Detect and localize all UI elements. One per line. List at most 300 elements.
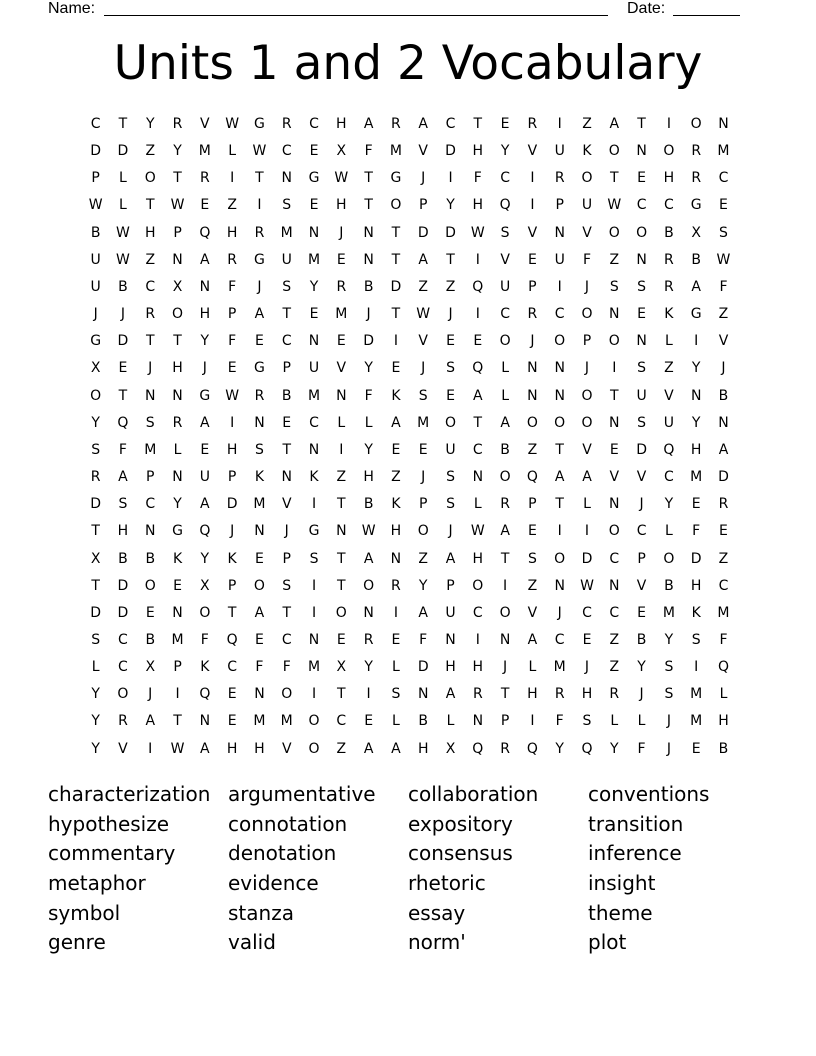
grid-letter: E <box>145 604 155 621</box>
grid-letter: L <box>719 686 728 703</box>
grid-letter: S <box>637 414 647 431</box>
grid-letter: A <box>582 469 592 486</box>
grid-letter: A <box>718 441 729 458</box>
grid-letter: F <box>364 387 373 404</box>
grid-letter: T <box>364 170 373 187</box>
grid-letter: J <box>530 333 535 350</box>
grid-letter: B <box>718 740 729 757</box>
grid-letter: P <box>146 469 155 486</box>
grid-letter: N <box>554 387 565 404</box>
grid-letter: G <box>390 170 402 187</box>
grid-letter: C <box>663 469 674 486</box>
grid-letter: E <box>691 740 701 757</box>
grid-letter: P <box>582 333 592 350</box>
grid-letter: E <box>527 523 537 540</box>
grid-letter: E <box>500 116 510 132</box>
grid-letter: K <box>391 387 401 404</box>
grid-letter: G <box>308 523 320 540</box>
grid-letter: T <box>173 333 182 350</box>
grid-letter: I <box>475 631 480 648</box>
word-list-item: genre <box>48 930 106 955</box>
grid-letter: A <box>200 740 210 757</box>
grid-letter: X <box>200 577 210 594</box>
grid-letter: B <box>500 441 510 458</box>
grid-letter: C <box>582 604 592 621</box>
grid-letter: P <box>528 496 537 513</box>
grid-letter: Y <box>500 143 510 160</box>
grid-letter: L <box>528 659 537 676</box>
word-list-item: valid <box>228 930 276 955</box>
grid-letter: M <box>717 143 730 160</box>
grid-letter: F <box>637 740 646 757</box>
grid-letter: B <box>363 496 374 513</box>
grid-letter: H <box>254 740 265 757</box>
word-list-item: stanza <box>228 900 294 925</box>
grid-letter: Z <box>609 631 620 648</box>
grid-letter: R <box>691 143 702 160</box>
grid-letter: P <box>91 170 100 187</box>
grid-letter: R <box>254 224 265 241</box>
grid-letter: O <box>144 577 156 594</box>
grid-letter: I <box>530 197 535 214</box>
grid-letter: Y <box>364 360 373 377</box>
grid-letter: T <box>337 686 346 703</box>
grid-letter: G <box>254 116 265 132</box>
grid-letter: O <box>581 387 593 404</box>
grid-letter: T <box>118 116 128 132</box>
word-list-item: metaphor <box>48 871 146 896</box>
grid-letter: J <box>421 170 426 187</box>
grid-letter: A <box>200 251 210 268</box>
grid-letter: J <box>120 306 126 323</box>
grid-letter: Y <box>200 333 210 350</box>
grid-letter: U <box>445 441 456 458</box>
grid-letter: O <box>308 713 320 730</box>
grid-letter: Y <box>91 713 100 730</box>
grid-letter: M <box>662 604 675 621</box>
grid-letter: O <box>417 523 429 540</box>
grid-letter: N <box>254 414 265 431</box>
grid-letter: R <box>691 170 702 187</box>
grid-letter: D <box>117 143 129 160</box>
grid-letter: E <box>364 713 374 730</box>
grid-letter: J <box>448 523 453 540</box>
grid-letter: E <box>637 170 647 187</box>
grid-letter: S <box>637 278 647 295</box>
grid-letter: R <box>527 306 538 323</box>
grid-letter: K <box>254 469 265 486</box>
grid-letter: R <box>90 469 101 486</box>
grid-letter: M <box>690 713 703 730</box>
grid-letter: W <box>580 577 594 594</box>
grid-letter: N <box>199 278 211 295</box>
name-label: Name: <box>48 0 96 17</box>
grid-letter: Y <box>691 360 701 377</box>
grid-letter: D <box>117 577 129 594</box>
grid-letter: B <box>636 631 647 648</box>
grid-letter: O <box>253 577 265 594</box>
grid-letter: M <box>253 496 266 513</box>
grid-letter: B <box>118 550 128 567</box>
grid-letter: J <box>93 306 98 323</box>
grid-letter: T <box>473 116 483 132</box>
grid-letter: T <box>500 550 510 567</box>
grid-letter: I <box>694 659 699 676</box>
header <box>48 0 748 20</box>
grid-letter: L <box>473 496 482 513</box>
word-list-item: insight <box>588 871 656 896</box>
grid-letter: Z <box>336 469 347 486</box>
grid-letter: M <box>307 659 321 676</box>
grid-letter: I <box>475 251 480 268</box>
grid-letter: K <box>227 550 237 567</box>
grid-letter: O <box>90 387 102 404</box>
word-list-item: evidence <box>228 871 319 896</box>
grid-letter: V <box>200 116 210 132</box>
grid-letter: L <box>392 713 400 730</box>
grid-letter: C <box>309 414 319 431</box>
grid-letter: O <box>581 414 593 431</box>
grid-letter: P <box>173 659 182 676</box>
date-label: Date: <box>627 0 666 17</box>
grid-letter: K <box>200 659 210 676</box>
grid-letter: Z <box>609 659 620 676</box>
grid-letter: N <box>636 251 647 268</box>
grid-letter: D <box>417 659 429 676</box>
word-list-item: norm' <box>408 930 466 955</box>
grid-letter: N <box>636 333 647 350</box>
grid-letter: E <box>255 333 264 350</box>
grid-letter: R <box>172 116 183 132</box>
grid-letter: P <box>227 469 237 486</box>
grid-letter: H <box>718 713 729 730</box>
grid-letter: Y <box>637 659 646 676</box>
grid-letter: Q <box>499 197 511 214</box>
grid-letter: O <box>554 550 566 567</box>
grid-letter: Y <box>664 496 674 513</box>
grid-letter: M <box>553 659 566 676</box>
grid-letter: E <box>446 333 455 350</box>
grid-letter: S <box>637 360 647 377</box>
grid-letter: T <box>337 577 346 594</box>
word-list-item: plot <box>588 930 627 955</box>
grid-letter: H <box>363 469 374 486</box>
grid-letter: R <box>172 414 183 431</box>
word-list-item: argumentative <box>228 782 376 806</box>
grid-letter: T <box>610 387 619 404</box>
grid-letter: E <box>227 713 237 730</box>
grid-letter: J <box>148 360 153 377</box>
grid-letter: S <box>254 441 264 458</box>
grid-letter: W <box>88 197 103 214</box>
grid-letter: H <box>199 306 211 323</box>
grid-letter: Q <box>717 659 729 676</box>
grid-letter: I <box>311 604 317 621</box>
grid-letter: V <box>527 143 538 160</box>
grid-letter: E <box>200 441 210 458</box>
grid-letter: H <box>417 740 429 757</box>
grid-letter: R <box>718 496 729 513</box>
grid-letter: M <box>171 631 184 648</box>
grid-letter: Y <box>418 577 428 594</box>
page-title: Units 1 and 2 Vocabulary <box>113 36 703 91</box>
grid-letter: S <box>391 686 401 703</box>
grid-letter: S <box>609 278 619 295</box>
grid-letter: P <box>173 224 182 241</box>
grid-letter: U <box>554 143 565 160</box>
grid-letter: B <box>691 251 701 268</box>
grid-letter: R <box>391 577 401 594</box>
grid-letter: U <box>308 360 320 377</box>
grid-letter: Z <box>145 143 156 160</box>
grid-letter: Q <box>526 469 538 486</box>
grid-letter: M <box>307 387 321 404</box>
grid-letter: H <box>472 659 484 676</box>
grid-letter: Y <box>91 414 100 431</box>
word-list <box>48 780 768 958</box>
grid-letter: P <box>282 360 291 377</box>
grid-letter: X <box>336 143 347 160</box>
grid-letter: L <box>392 659 400 676</box>
grid-letter: E <box>173 577 182 594</box>
grid-letter: J <box>584 360 590 377</box>
grid-letter: A <box>418 251 428 268</box>
grid-letter: I <box>530 170 535 187</box>
grid-letter: F <box>118 441 127 458</box>
grid-letter: R <box>664 278 674 295</box>
grid-letter: I <box>448 170 453 187</box>
grid-letter: O <box>199 604 211 621</box>
grid-letter: B <box>145 631 156 648</box>
grid-letter: N <box>609 306 620 323</box>
word-list-item: consensus <box>408 841 513 866</box>
grid-letter: S <box>91 441 101 458</box>
grid-letter: T <box>173 170 182 187</box>
grid-letter: Z <box>718 306 729 323</box>
grid-letter: N <box>445 631 456 648</box>
grid-letter: L <box>664 333 673 350</box>
grid-letter: V <box>527 224 538 241</box>
grid-letter: C <box>281 143 292 160</box>
grid-letter: U <box>499 278 511 295</box>
grid-letter: C <box>609 550 620 567</box>
grid-letter: M <box>198 143 211 160</box>
grid-letter: N <box>390 550 402 567</box>
grid-letter: J <box>202 360 207 377</box>
grid-letter: T <box>446 251 455 268</box>
grid-letter: V <box>609 469 620 486</box>
grid-letter: O <box>499 469 511 486</box>
grid-letter: O <box>526 414 538 431</box>
grid-letter: B <box>90 224 101 241</box>
grid-letter: A <box>445 550 456 567</box>
grid-letter: L <box>446 713 455 730</box>
word-list-item: expository <box>408 811 513 836</box>
grid-letter: Q <box>117 414 129 431</box>
grid-letter: Y <box>364 659 373 676</box>
grid-letter: P <box>227 577 237 594</box>
grid-letter: T <box>173 713 182 730</box>
grid-letter: T <box>337 550 346 567</box>
grid-letter: I <box>366 686 371 703</box>
grid-letter: E <box>637 604 647 621</box>
grid-letter: F <box>255 659 264 676</box>
grid-letter: Z <box>336 740 347 757</box>
grid-letter: Z <box>582 116 592 132</box>
word-list-item: denotation <box>228 841 337 866</box>
grid-letter: B <box>363 278 374 295</box>
grid-letter: O <box>117 686 129 703</box>
grid-letter: C <box>309 116 319 132</box>
grid-letter: J <box>666 740 671 757</box>
grid-letter: C <box>145 278 156 295</box>
grid-letter: Z <box>445 278 456 295</box>
grid-letter: V <box>527 604 538 621</box>
grid-letter: W <box>170 197 185 214</box>
grid-letter: V <box>500 251 510 268</box>
grid-letter: V <box>582 441 592 458</box>
grid-letter: P <box>528 278 537 295</box>
grid-letter: S <box>282 577 292 594</box>
grid-letter: Z <box>418 550 428 567</box>
grid-letter: F <box>228 278 237 295</box>
grid-letter: O <box>608 333 620 350</box>
grid-letter: Z <box>718 550 729 567</box>
grid-letter: R <box>145 306 156 323</box>
grid-letter: Q <box>472 360 484 377</box>
grid-letter: E <box>391 360 401 377</box>
grid-letter: N <box>417 686 429 703</box>
grid-letter: U <box>581 197 593 214</box>
grid-letter: R <box>336 278 347 295</box>
grid-letter: F <box>582 251 592 268</box>
grid-letter: O <box>690 116 702 132</box>
grid-letter: Z <box>609 251 620 268</box>
grid-letter: I <box>230 170 235 187</box>
grid-letter: V <box>418 143 428 160</box>
grid-letter: O <box>554 414 566 431</box>
grid-letter: P <box>418 197 428 214</box>
word-list-item: theme <box>588 900 653 925</box>
grid-letter: O <box>608 143 620 160</box>
grid-letter: P <box>555 197 564 214</box>
grid-letter: E <box>391 441 401 458</box>
grid-letter: O <box>390 197 402 214</box>
grid-letter: U <box>554 251 565 268</box>
grid-letter: Y <box>664 631 674 648</box>
grid-letter: M <box>307 251 321 268</box>
grid-letter: C <box>554 306 565 323</box>
grid-letter: G <box>254 251 265 268</box>
grid-letter: I <box>530 713 535 730</box>
grid-letter: A <box>363 740 374 757</box>
grid-letter: I <box>311 496 317 513</box>
grid-letter: W <box>470 523 485 540</box>
grid-letter: H <box>117 523 129 540</box>
grid-letter: I <box>694 333 699 350</box>
word-list-item: inference <box>588 841 682 866</box>
grid-letter: E <box>582 631 592 648</box>
grid-letter: J <box>148 686 153 703</box>
grid-letter: N <box>308 224 320 241</box>
grid-letter: Y <box>446 197 455 214</box>
grid-letter: H <box>472 550 484 567</box>
grid-letter: Y <box>173 143 182 160</box>
grid-letter: E <box>719 197 728 214</box>
grid-letter: F <box>473 170 482 187</box>
grid-letter: W <box>116 251 130 268</box>
word-list-item: hypothesize <box>48 811 170 836</box>
grid-letter: T <box>391 224 401 241</box>
grid-letter: E <box>309 197 319 214</box>
grid-letter: Q <box>472 278 484 295</box>
grid-letter: H <box>472 143 484 160</box>
grid-letter: O <box>608 224 620 241</box>
grid-letter: E <box>527 251 537 268</box>
grid-letter: X <box>90 550 101 567</box>
grid-letter: V <box>636 469 647 486</box>
grid-letter: V <box>281 740 292 757</box>
grid-letter: M <box>335 306 348 323</box>
grid-letter: R <box>281 116 292 132</box>
grid-letter: V <box>582 224 592 241</box>
grid-letter: N <box>554 577 565 594</box>
grid-letter: N <box>281 469 292 486</box>
grid-letter: E <box>473 333 483 350</box>
grid-letter: G <box>172 523 183 540</box>
grid-letter: N <box>554 360 565 377</box>
grid-letter: U <box>663 414 674 431</box>
grid-letter: Q <box>199 224 211 241</box>
grid-letter: S <box>664 659 674 676</box>
grid-letter: A <box>363 116 374 132</box>
grid-letter: Y <box>691 414 701 431</box>
grid-letter: P <box>500 713 510 730</box>
grid-letter: H <box>527 686 538 703</box>
grid-letter: R <box>472 686 483 703</box>
grid-letter: I <box>393 604 398 621</box>
grid-letter: L <box>501 360 509 377</box>
grid-letter: C <box>118 659 128 676</box>
grid-letter: A <box>691 278 701 295</box>
grid-letter: R <box>609 686 620 703</box>
grid-letter: H <box>226 740 238 757</box>
grid-letter: P <box>446 577 455 594</box>
grid-letter: M <box>690 469 703 486</box>
grid-letter: E <box>336 631 346 648</box>
grid-letter: I <box>475 306 480 323</box>
grid-letter: K <box>582 143 592 160</box>
grid-letter: R <box>554 686 565 703</box>
grid-letter: L <box>119 197 127 214</box>
grid-letter: W <box>170 740 185 757</box>
grid-letter: Q <box>472 740 484 757</box>
grid-letter: X <box>145 659 156 676</box>
grid-letter: S <box>282 197 292 214</box>
grid-letter: W <box>225 387 240 404</box>
grid-letter: O <box>636 224 648 241</box>
grid-letter: S <box>691 631 701 648</box>
grid-letter: N <box>609 577 620 594</box>
word-list-item: transition <box>588 811 684 836</box>
grid-letter: C <box>281 631 292 648</box>
grid-letter: T <box>391 251 401 268</box>
grid-letter: N <box>145 387 156 404</box>
grid-letter: S <box>446 496 455 513</box>
grid-letter: O <box>335 604 347 621</box>
grid-letter: G <box>254 360 265 377</box>
date-write-line <box>673 15 740 16</box>
